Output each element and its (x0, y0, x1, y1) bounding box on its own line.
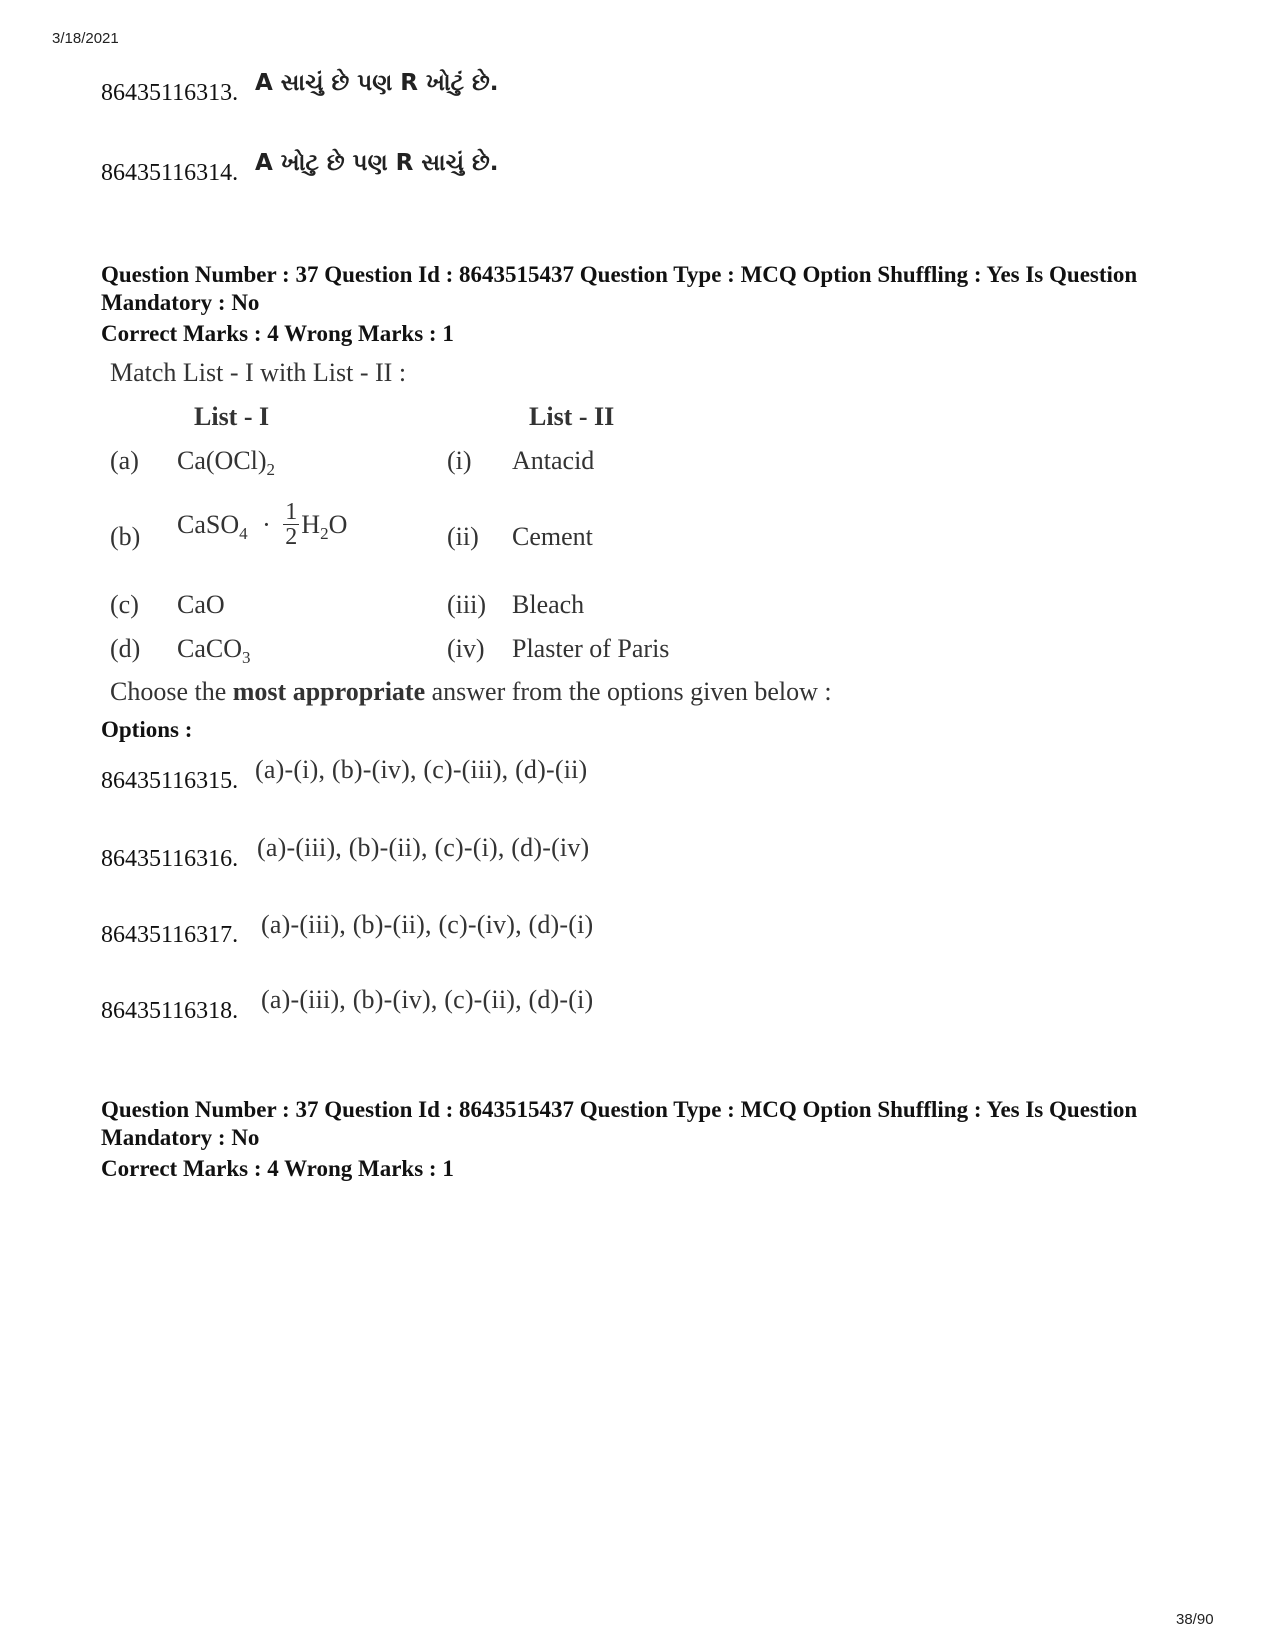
list-2-title: List - II (529, 402, 615, 431)
list-2-label: (i) (447, 446, 472, 475)
list-2-item: Plaster of Paris (512, 634, 670, 663)
question-marks: Correct Marks : 4 Wrong Marks : 1 (101, 1156, 454, 1181)
page-number: 38/90 (1176, 1611, 1214, 1628)
list-1-formula: CaCO$_3$ (177, 634, 251, 667)
option-id: 86435116317. (101, 922, 239, 948)
question-prompt: Match List - I with List - II : (110, 358, 407, 387)
list-1-formula: CaSO$_4$ · $\frac{1}{2}$ $H_2O$ (177, 499, 348, 550)
question-header: Question Number : 37 Question Id : 8643515437 Question Type : MCQ Option Shuffling : Yes Is Question Mandatory : No (101, 1097, 1138, 1150)
fraction: $\frac{1}{2}$ (285, 499, 298, 550)
list-1-formula: CaO (177, 590, 225, 619)
list-2-item: Bleach (512, 590, 585, 619)
question-marks: Correct Marks : 4 Wrong Marks : 1 (101, 321, 454, 346)
list-2-label: (ii) (447, 522, 479, 551)
option-id: 86435116313. (101, 80, 239, 106)
option-text[interactable]: (a)-(iii), (b)-(ii), (c)-(iv), (d)-(i) (261, 910, 594, 939)
list-1-title: List - I (194, 402, 270, 431)
list-1-formula: $Ca(OCl)_2$ (177, 446, 276, 479)
list-2-item: Cement (512, 522, 593, 551)
options-label: Options : (101, 717, 193, 742)
print-date: 3/18/2021 (52, 30, 119, 47)
option-id: 86435116314. (101, 160, 239, 186)
choose-instruction: Choose the most appropriate answer from the options given below : (110, 677, 832, 706)
list-2-item: Antacid (512, 446, 595, 475)
option-text: A સાચું છે પણ R ખોટું છે. (255, 70, 499, 96)
option-text[interactable]: (a)-(i), (b)-(iv), (c)-(iii), (d)-(ii) (255, 755, 588, 784)
list-1-label: (c) (110, 590, 139, 619)
list-1-label: (d) (110, 634, 141, 663)
question-header: Question Number : 37 Question Id : 8643515437 Question Type : MCQ Option Shuffling : Yes Is Question Mandatory : No (101, 262, 1138, 315)
list-2-label: (iv) (447, 634, 485, 663)
option-id: 86435116318. (101, 998, 239, 1024)
list-1-label: (b) (110, 522, 141, 551)
list-2-label: (iii) (447, 590, 486, 619)
option-text[interactable]: (a)-(iii), (b)-(ii), (c)-(i), (d)-(iv) (257, 833, 590, 862)
option-text: A ખોટુ છે પણ R સાચું છે. (255, 150, 499, 176)
option-text[interactable]: (a)-(iii), (b)-(iv), (c)-(ii), (d)-(i) (261, 985, 594, 1014)
list-1-label: (a) (110, 446, 139, 475)
option-id: 86435116315. (101, 768, 239, 794)
option-id: 86435116316. (101, 846, 239, 872)
